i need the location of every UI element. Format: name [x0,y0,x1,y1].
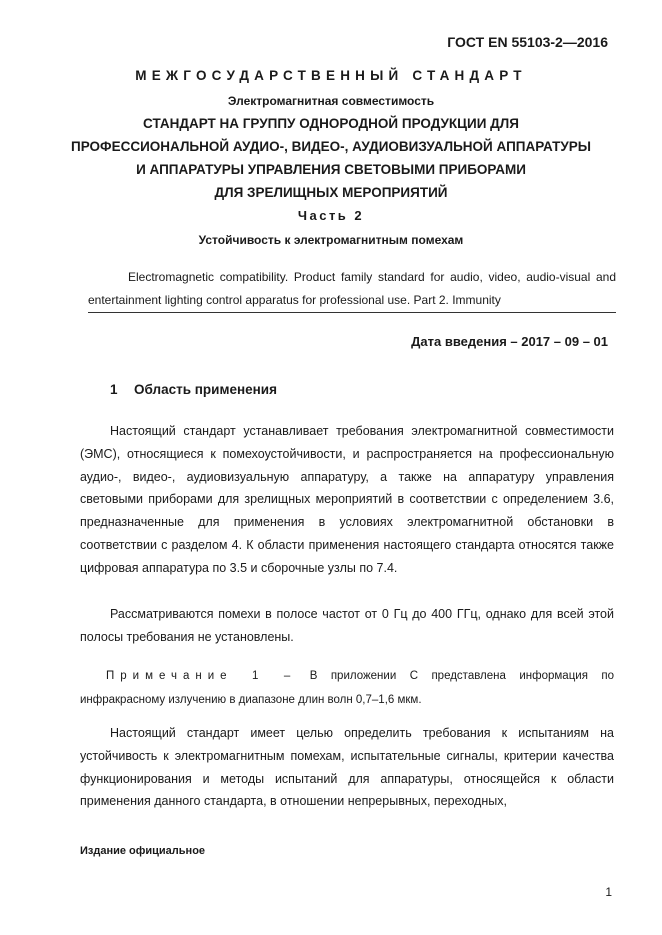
edition-label: Издание официальное [80,845,206,857]
note-text: В приложении С представлена информация по инфракрасному излучению в диапазоне длин волн 0,7–1,6 мкм. [80,670,614,706]
introduction-date: Дата введения – 2017 – 09 – 01 [411,334,608,349]
section-heading [110,382,277,397]
title-divider [88,312,616,313]
title-line-3: И АППАРАТУРЫ УПРАВЛЕНИЯ СВЕТОВЫМИ ПРИБОРАМИ [136,162,526,177]
english-title: Electromagnetic compatibility. Product family standard for audio, video, audio-visual and entertainment lighting control apparatus for professional use. Part 2. Immunity [88,270,616,307]
paragraph-frequency: Рассматриваются помехи в полосе частот от 0 Гц до 400 ГГц, однако для всей этой полосы требования не установлены. [80,607,614,644]
note-label: Примечание 1 – [106,670,297,682]
title-line-1: СТАНДАРТ НА ГРУППУ ОДНОРОДНОЙ ПРОДУКЦИИ ДЛЯ [143,116,519,131]
part-subtitle: Устойчивость к электромагнитным помехам [198,233,464,247]
section-title: Область применения [134,382,277,397]
title-line-2: ПРОФЕССИОНАЛЬНОЙ АУДИО-, ВИДЕО-, АУДИОВИЗУАЛЬНОЙ АППАРАТУРЫ [71,139,591,154]
title-line-4: ДЛЯ ЗРЕЛИЩНЫХ МЕРОПРИЯТИЙ [214,185,448,200]
paragraph-scope: Настоящий стандарт устанавливает требования электромагнитной совместимости (ЭМС), относящиеся к помехоустойчивости, и распространяется на профессиональную аудио-, видео-, аудиовизуальную аппаратуру, а также на аппаратуру управления световыми приборами для зрелищных мероприятий в соответствии с определением 3.6, предназначенные для применения в условиях электромагнитной обстановки в соответствии с разделом 4. К области применения настоящего стандарта относятся также цифровая аппаратура по 3.5 и сборочные узлы по 7.4. [80,424,614,575]
section-number: 1 [110,382,118,397]
page-number: 1 [605,885,612,899]
interstate-standard-heading: МЕЖГОСУДАРСТВЕННЫЙ СТАНДАРТ [135,68,527,83]
standard-code: ГОСТ EN 55103-2—2016 [447,34,608,50]
part-number: Часть 2 [297,208,365,223]
subject-heading: Электромагнитная совместимость [227,94,435,108]
note-1 [80,664,614,712]
paragraph-purpose: Настоящий стандарт имеет целью определить требования к испытаниям на устойчивость к электромагнитным помехам, испытательные сигналы, критерии качества функционирования и методы испытаний для аппаратуры, относящейся к области применения данного стандарта, в отношении непрерывных, переходных, [80,726,614,809]
